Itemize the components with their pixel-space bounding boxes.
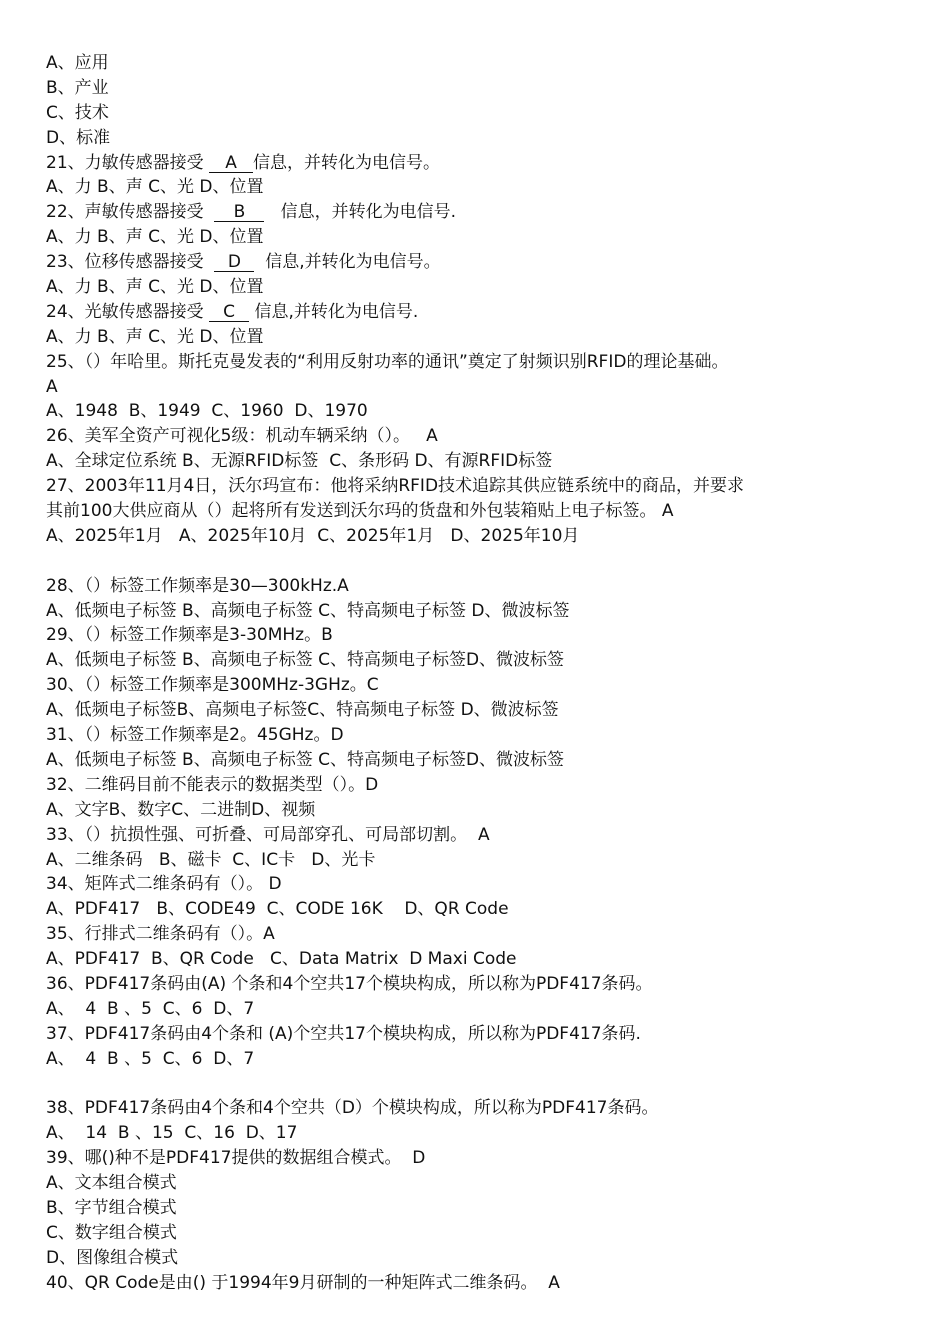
text-line: A、文本组合模式 — [46, 1173, 177, 1194]
text-line: A、低频电子标签 B、高频电子标签 C、特高频电子标签D、微波标签 — [46, 749, 565, 770]
question-line — [46, 151, 920, 176]
question-line — [46, 250, 920, 275]
text-line: A、PDF417 B、QR Code C、Data Matrix D Maxi Code — [46, 949, 517, 970]
text-line: 38、PDF417条码由4个条和4个空共（D）个模块构成，所以称为PDF417条码。 — [46, 1098, 659, 1119]
text-line: 26、美军全资产可视化5级：机动车辆采纳（）。 A — [46, 426, 438, 447]
text-line: A、 4 B 、5 C、6 D、7 — [46, 1048, 255, 1069]
question-line — [46, 200, 920, 225]
text-line: 27、2003年11月4日，沃尔玛宣布：他将采纳RFID技术追踪其供应链系统中的商品，并要求 — [46, 476, 745, 497]
answer-blank: A — [209, 155, 253, 173]
text-line: A、力 B、声 C、光 D、位置 — [46, 326, 264, 347]
text-line: A、低频电子标签 B、高频电子标签 C、特高频电子标签 D、微波标签 — [46, 600, 570, 621]
document-body — [46, 51, 920, 1296]
text-line: A、二维条码 B、磁卡 C、IC卡 D、光卡 — [46, 849, 376, 870]
text-line: 31、（）标签工作频率是2。45GHz。D — [46, 725, 344, 746]
text-line: A、 14 B 、15 C、16 D、17 — [46, 1123, 298, 1144]
text-line: A、文字B、数字C、二进制D、视频 — [46, 799, 316, 820]
text-line: A — [46, 376, 58, 397]
text-line: 30、（）标签工作频率是300MHz-3GHz。C — [46, 675, 379, 696]
text-line: 28、（）标签工作频率是30—300kHz.A — [46, 575, 349, 596]
text-line: D、图像组合模式 — [46, 1247, 179, 1268]
answer-blank: D — [214, 254, 254, 272]
text-line: C、技术 — [46, 102, 109, 123]
text-line: D、标准 — [46, 127, 111, 148]
text-line: A、低频电子标签B、高频电子标签C、特高频电子标签 D、微波标签 — [46, 700, 559, 721]
text-line: 29、（）标签工作频率是3-30MHz。B — [46, 625, 333, 646]
text-line: A、PDF417 B、CODE49 C、CODE 16K D、QR Code — [46, 899, 509, 920]
text-line: 39、哪()种不是PDF417提供的数据组合模式。 D — [46, 1148, 426, 1169]
blank-line — [46, 1072, 920, 1097]
text-line: 33、（）抗损性强、可折叠、可局部穿孔、可局部切割。 A — [46, 824, 490, 845]
text-line: A、低频电子标签 B、高频电子标签 C、特高频电子标签D、微波标签 — [46, 650, 565, 671]
text-line: B、产业 — [46, 77, 109, 98]
text-line: 25、（）年哈里。斯托克曼发表的“利用反射功率的通讯”奠定了射频识别RFID的理论基础。 — [46, 351, 729, 372]
text-line: A、力 B、声 C、光 D、位置 — [46, 177, 264, 198]
text-line: C、数字组合模式 — [46, 1222, 177, 1243]
question-text: 21、力敏传感器接受 — [46, 152, 210, 173]
text-line: B、字节组合模式 — [46, 1197, 177, 1218]
answer-blank: B — [214, 204, 264, 222]
question-text: 22、声敏传感器接受 — [46, 202, 215, 223]
text-line: A、2025年1月 A、2025年10月 C、2025年1月 D、2025年10月 — [46, 525, 580, 546]
text-line: A、 4 B 、5 C、6 D、7 — [46, 998, 255, 1019]
text-line: A、1948 B、1949 C、1960 D、1970 — [46, 401, 368, 422]
question-text-tail: 信息，并转化为电信号. — [264, 202, 457, 223]
question-line — [46, 300, 920, 325]
text-line: A、应用 — [46, 53, 109, 73]
text-line: 其前100大供应商从（）起将所有发送到沃尔玛的货盘和外包装箱贴上电子标签。 A — [46, 501, 674, 522]
answer-blank: C — [209, 304, 249, 322]
text-line: 32、二维码目前不能表示的数据类型（）。D — [46, 774, 379, 795]
text-line: A、力 B、声 C、光 D、位置 — [46, 227, 264, 248]
blank-line — [46, 549, 920, 574]
text-line: 34、矩阵式二维条码有（）。 D — [46, 874, 282, 895]
question-text-tail: 信息,并转化为电信号。 — [254, 252, 441, 273]
question-text-tail: 信息，并转化为电信号。 — [253, 152, 441, 173]
text-line: A、全球定位系统 B、无源RFID标签 C、条形码 D、有源RFID标签 — [46, 451, 553, 472]
question-text-tail: 信息,并转化为电信号. — [249, 301, 419, 322]
text-line: 40、QR Code是由() 于1994年9月研制的一种矩阵式二维条码。 A — [46, 1272, 560, 1293]
text-line: 37、PDF417条码由4个条和 (A)个空共17个模块构成，所以称为PDF417条码. — [46, 1023, 641, 1044]
question-text: 23、位移传感器接受 — [46, 252, 215, 273]
text-line: A、力 B、声 C、光 D、位置 — [46, 277, 264, 298]
text-line: 36、PDF417条码由(A) 个条和4个空共17个模块构成，所以称为PDF417条码。 — [46, 973, 653, 994]
question-text: 24、光敏传感器接受 — [46, 301, 210, 322]
text-line: 35、行排式二维条码有（）。A — [46, 924, 275, 945]
